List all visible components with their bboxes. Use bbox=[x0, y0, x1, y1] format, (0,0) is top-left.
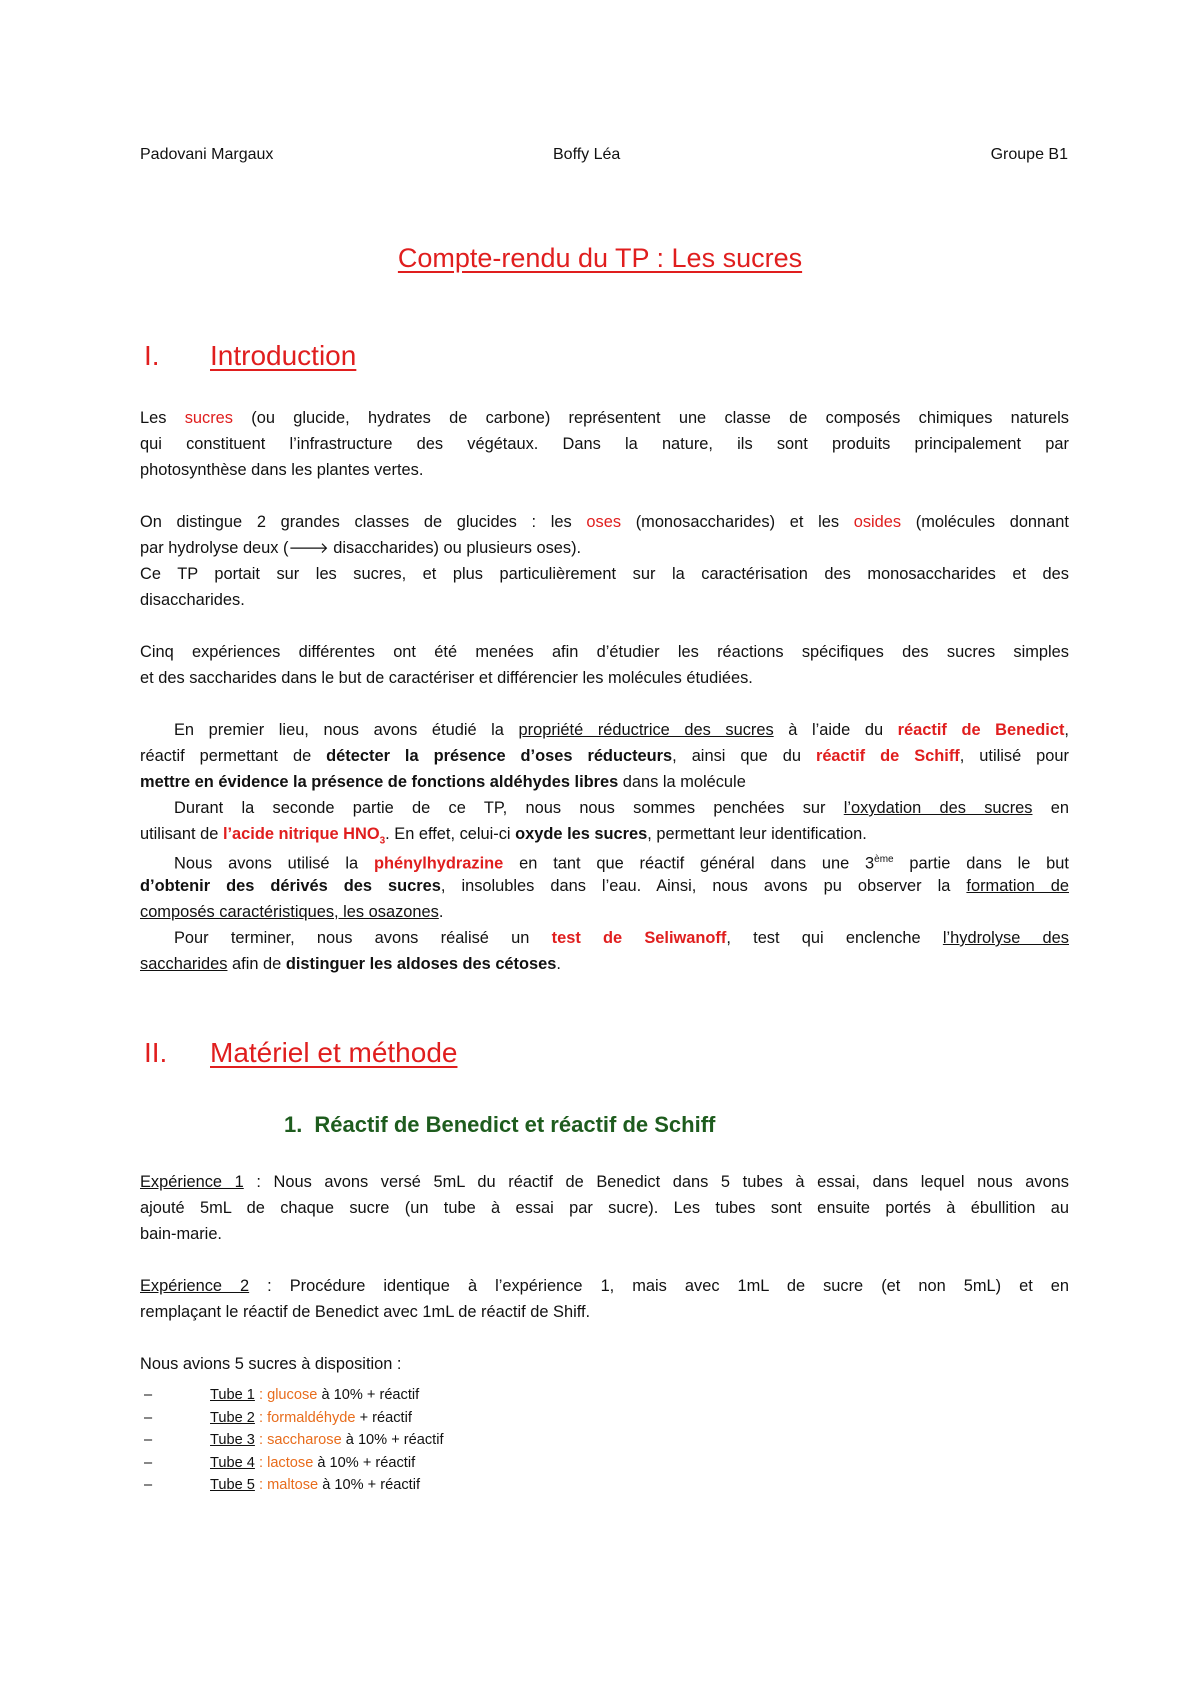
page-header bbox=[140, 146, 1068, 168]
header-author-1: Padovani Margaux bbox=[140, 146, 274, 163]
list-item: – Tube 2 : formaldéhyde + réactif bbox=[144, 1409, 412, 1426]
list-item: – Tube 3 : saccharose à 10% + réactif bbox=[144, 1432, 444, 1448]
header-group: Groupe B1 bbox=[990, 146, 1068, 163]
subsection-benedict-schiff-heading: 1. Réactif de Benedict et réactif de Schiff bbox=[284, 1112, 716, 1137]
header-author-2: Boffy Léa bbox=[553, 146, 621, 163]
keyword-oses: oses bbox=[586, 513, 622, 531]
paragraph-intro-2: On distingue 2 grandes classes de glucides : les oses (monosaccharides) et les osides (molécules donnant par hydrolyse deux (🡒 disaccharides) ou plusieurs oses). Ce TP portait sur les sucres, et plus particulièrement sur la caractérisation des monosaccharides et des disaccharides. bbox=[140, 513, 1069, 609]
list-item: – Tube 4 : lactose à 10% + réactif bbox=[144, 1454, 416, 1471]
experience-1-label: Expérience 1 bbox=[140, 1173, 244, 1191]
arrow-right-icon: 🡒 bbox=[288, 540, 329, 557]
paragraph-intro-4: En premier lieu, nous avons étudié la propriété réductrice des sucres à l’aide du réactif de Benedict, réactif permettant de détecter la présence d’oses réducteurs, ainsi que du réactif de Schiff, utilisé pour mettre en évidence la présence de fonctions aldéhydes libres dans la molécule Durant la seconde partie de ce TP, nous nous sommes penchées sur l’oxydation des sucres en utilisant de l’acide nitrique $HNO_3$. En effet, celui-ci oxyde les sucres, permettant leur identification. Nous avons utilisé la phénylhydrazine en tant que réactif général dans une 3ème partie dans le but d’obtenir des dérivés des sucres, insolubles dans l’eau. Ainsi, nous avons pu observer la formation de composés caractéristiques, les osazones. Pour terminer, nous avons réalisé un test de Seliwanoff, test qui enclenche l’hydrolyse des saccharides afin de distinguer les aldoses des cétoses. bbox=[140, 721, 1069, 973]
paragraph-experience-1: Expérience 1 : Nous avons versé 5mL du réactif de Benedict dans 5 tubes à essai, dans lequel nous avons ajouté 5mL de chaque sucre (un tube à essai par sucre). Les tubes sont ensuite portés à ébullition au bain-marie. bbox=[140, 1173, 1069, 1243]
document-title: Compte-rendu du TP : Les sucres bbox=[397, 243, 803, 273]
list-item: – Tube 5 : maltose à 10% + réactif bbox=[144, 1477, 420, 1493]
paragraph-intro-3: Cinq expériences différentes ont été menées afin d’étudier les réactions spécifiques des sucres simples et des saccharides dans le but de caractériser et différencier les molécules étudiées. bbox=[140, 643, 1069, 687]
keyword-sucres: sucres bbox=[184, 409, 233, 427]
experience-2-label: Expérience 2 bbox=[140, 1277, 250, 1295]
document-page: Padovani Margaux Boffy Léa Groupe B1 Compte-rendu du TP : Les sucres I. Introduction Les sucres (ou glucide, hydrates de carbone) représentent une classe de composés chimiques naturels qui constituent l’infrastructure des végétaux. Dans la nature, ils sont produits principalement par photosynthèse dans les plantes vertes. On distingue 2 grandes classes de glucides : les oses (monosaccharides) et les osides (molécules donnant par hydrolyse deux (🡒 disaccharides) ou plusieurs oses). Ce TP portait sur les sucres, et plus particulièrement sur la caractérisation des monosaccharides et des disaccharides. Cinq expériences différentes ont été menées afin d’étudier les réactions spécifiques des sucres simples et des saccharides dans le but de caractériser et différencier les molécules étudiées. En premier lieu, nous avons étudié la propriété réductrice des sucres à l’aide du réactif de Benedict, réactif permettant de détecter la présence d’oses réducteurs, ainsi que du réactif de Schiff, utilisé pour mettre en évidence la présence de fonctions aldéhydes libres dans la molécule Durant la seconde partie de ce TP, nous nous sommes penchées sur l’oxydation des sucres en utilisant de l’acide nitrique $HNO_3$. En effet, celui-ci oxyde les sucres, permettant leur identification. Nous avons utilisé la phénylhydrazine en tant que réactif général dans une 3ème partie dans le but d’obtenir des dérivés des sucres, insolubles dans l’eau. Ainsi, nous avons pu observer la formation de composés caractéristiques, les osazones. Pour terminer, nous avons réalisé un test de Seliwanoff, test qui enclenche l’hydrolyse des saccharides afin de distinguer les aldoses des cétoses. II. Matériel et méthode 1. Réactif de Benedict et réactif de Schiff Expérience 1 : Nous avons versé 5mL du réactif de Benedict dans 5 tubes à essai, dans lequel nous avons ajouté 5mL de chaque sucre (un tube à essai par sucre). Les tubes sont ensuite portés à ébullition au bain-marie. Expérience 2 : Procédure identique à l’expérience 1, mais avec 1mL de sucre (et non 5mL) et en remplaçant le réactif de Benedict avec 1mL de réactif de Shiff. Nous avions 5 sucres à disposition : – Tube 1 : glucose à 10% + réactif – Tube 2 : formaldéhyde + réactif – Tube 3 : saccharose à 10% + réactif – Tube 4 : lactose à 10% + réactif – Tube 5 : maltose à 10% + réactif bbox=[0, 0, 1200, 1696]
sugar-list bbox=[140, 1384, 444, 1497]
paragraph-experience-2: Expérience 2 : Procédure identique à l’expérience 1, mais avec 1mL de sucre (et non 5mL) et en remplaçant le réactif de Benedict avec 1mL de réactif de Shiff. bbox=[140, 1277, 1069, 1321]
sugar-list-intro: Nous avions 5 sucres à disposition : bbox=[140, 1355, 402, 1373]
keyword-osides: osides bbox=[853, 513, 902, 531]
paragraph-intro-1: Les sucres (ou glucide, hydrates de carbone) représentent une classe de composés chimiques naturels qui constituent l’infrastructure des végétaux. Dans la nature, ils sont produits principalement par photosynthèse dans les plantes vertes. bbox=[140, 409, 1069, 479]
list-item: – Tube 1 : glucose à 10% + réactif bbox=[144, 1387, 420, 1403]
